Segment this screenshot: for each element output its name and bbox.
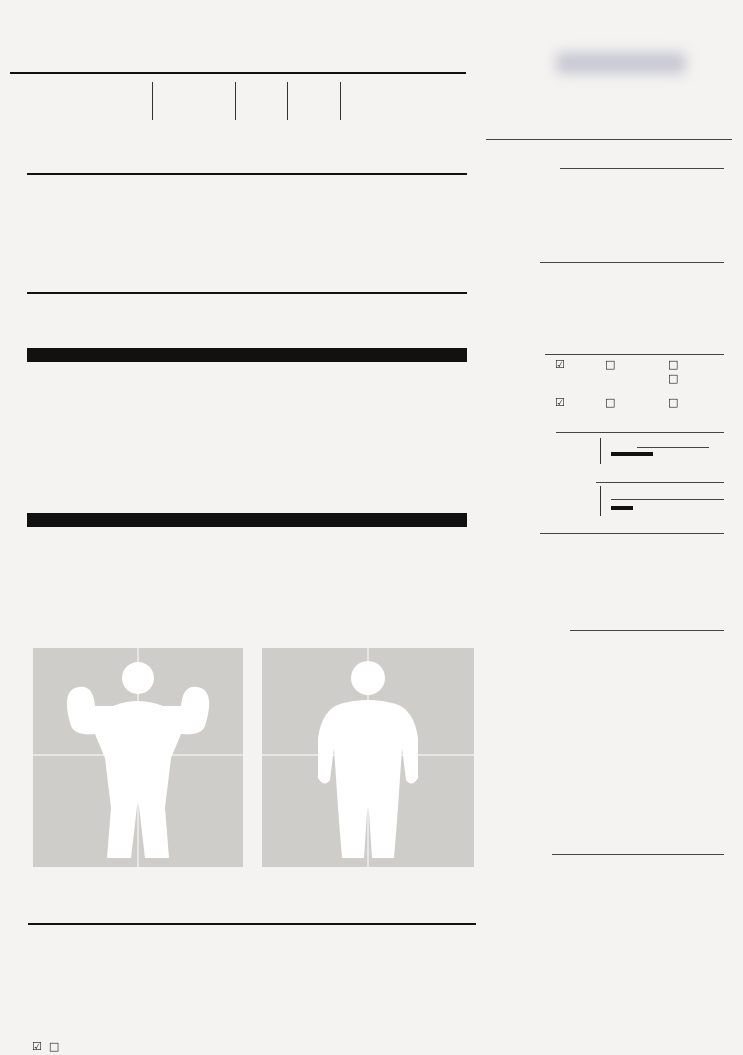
- whr-bar: [611, 452, 653, 456]
- lean-figure: [33, 648, 243, 867]
- fat-figure: [262, 648, 474, 867]
- divider: [10, 72, 466, 74]
- muscular-body-icon: [33, 648, 243, 867]
- obesity-header: [27, 513, 467, 527]
- history-filter[interactable]: ☑ □: [32, 1040, 60, 1053]
- muscle-fat-header: [27, 348, 467, 362]
- body-silhouette-icon: [262, 648, 474, 867]
- fat-obese-checkbox: □: [668, 396, 679, 409]
- fat-mild-checkbox: □: [605, 396, 616, 409]
- fat-standard-checkbox: ☑: [555, 396, 565, 409]
- bmi-over-checkbox: □: [668, 358, 679, 371]
- bmi-severe-checkbox: □: [668, 372, 679, 385]
- visceral-bar: [611, 506, 633, 510]
- blurred-name: [556, 52, 686, 74]
- bmi-under-checkbox: □: [605, 358, 616, 371]
- bmi-standard-checkbox: ☑: [555, 358, 565, 371]
